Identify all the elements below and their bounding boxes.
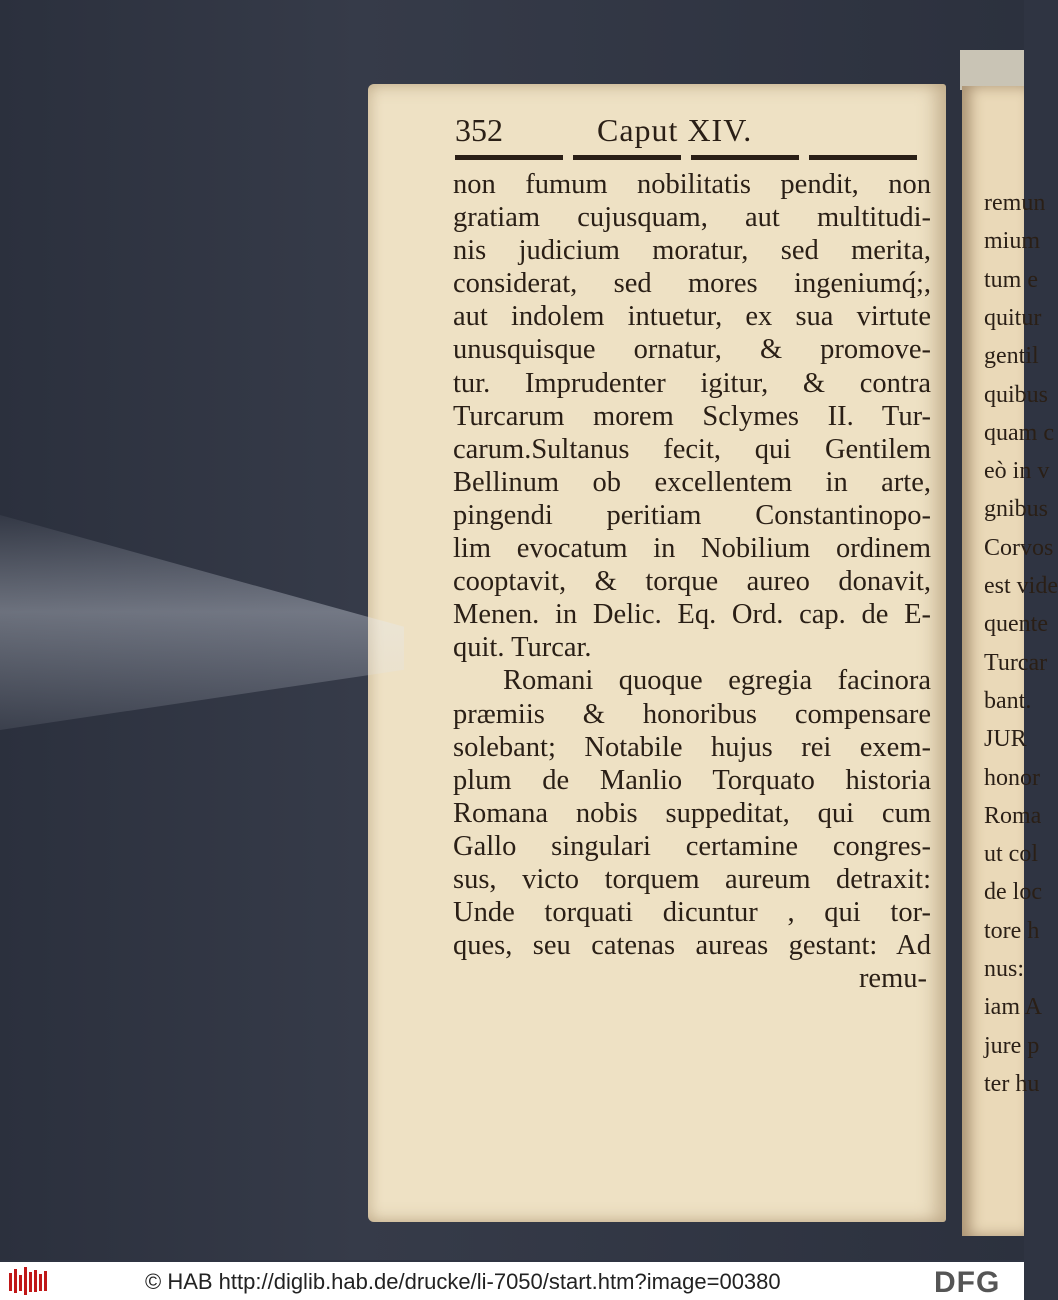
adjacent-page-line: gentil bbox=[984, 343, 1039, 370]
text-line: considerat, sed mores ingeniumq́;, bbox=[453, 268, 931, 300]
text-line: non fumum nobilitatis pendit, non bbox=[453, 169, 931, 200]
adjacent-page-line: gnibus bbox=[984, 496, 1049, 523]
adjacent-page-line: quibus bbox=[984, 381, 1049, 408]
dfg-logo: DFG bbox=[934, 1266, 1001, 1299]
text-line: pingendi peritiam Constantinopo- bbox=[453, 499, 931, 531]
text-line: plum de Manlio Torquato historia bbox=[453, 764, 931, 796]
catchword: remu- bbox=[858, 963, 927, 995]
text-line: ques, seu catenas aureas gestant: Ad bbox=[453, 930, 931, 962]
text-line: Bellinum ob excellentem in arte, bbox=[453, 466, 931, 498]
adjacent-page-line: mium bbox=[984, 228, 1041, 255]
adjacent-page-line: tum e bbox=[984, 266, 1038, 293]
adjacent-page-line: bant. bbox=[984, 687, 1032, 714]
footer-bar bbox=[0, 1262, 1024, 1300]
text-line: sus, victo torquem aureum detraxit: bbox=[453, 863, 931, 895]
hab-logo-icon bbox=[8, 1267, 48, 1295]
text-line: Romani quoque egregia facinora bbox=[503, 665, 931, 697]
chapter-title: Caput XIV. bbox=[597, 112, 753, 148]
adjacent-page-line: ter hu bbox=[984, 1070, 1040, 1097]
text-line: cooptavit, & torque aureo donavit, bbox=[453, 566, 931, 598]
text-line: solebant; Notabile hujus rei exem- bbox=[453, 731, 931, 763]
text-line: lim evocatum in Nobilium ordinem bbox=[453, 533, 931, 565]
background-paper-edge bbox=[960, 50, 1024, 90]
adjacent-page-line: de loc bbox=[984, 879, 1042, 906]
text-line: unusquisque ornatur, & promove- bbox=[453, 334, 931, 366]
adjacent-page-line: honor bbox=[984, 764, 1040, 791]
adjacent-page-line: eò in v bbox=[984, 458, 1050, 485]
copyright-link[interactable]: © HAB http://diglib.hab.de/drucke/li-7050/start.htm?image=00380 bbox=[145, 1269, 781, 1294]
adjacent-page-line: quitur bbox=[984, 304, 1042, 331]
text-line: Turcarum morem Sclymes II. Tur- bbox=[453, 400, 931, 432]
adjacent-page-line: est vide bbox=[984, 573, 1058, 599]
text-line: Gallo singulari certamine congres- bbox=[453, 830, 931, 862]
adjacent-page-line: jure p bbox=[984, 1032, 1040, 1059]
text-line: gratiam cujusquam, aut multitudi- bbox=[453, 202, 931, 234]
adjacent-page-line: Roma bbox=[984, 802, 1042, 829]
text-line: quit. Turcar. bbox=[453, 632, 592, 664]
adjacent-page-line: Turcar bbox=[984, 649, 1048, 676]
adjacent-page-line: quam c bbox=[984, 419, 1054, 446]
text-line: Menen. in Delic. Eq. Ord. cap. de E- bbox=[453, 599, 931, 631]
adjacent-page-line: ut col bbox=[984, 841, 1038, 868]
adjacent-page-line: JUR bbox=[984, 726, 1027, 753]
text-line: præmiis & honoribus compensare bbox=[453, 698, 931, 730]
text-line: Romana nobis suppeditat, qui cum bbox=[453, 797, 931, 829]
text-line: aut indolem intuetur, ex sua virtute bbox=[453, 301, 931, 333]
adjacent-page-line: iam A bbox=[984, 994, 1042, 1021]
adjacent-page-line: Corvos bbox=[984, 534, 1054, 561]
text-line: nis judicium moratur, sed merita, bbox=[453, 235, 931, 267]
adjacent-page bbox=[962, 86, 1058, 1236]
text-line: Unde torquati dicuntur , qui tor- bbox=[453, 897, 931, 929]
adjacent-page-line: quente bbox=[984, 611, 1048, 638]
adjacent-page-line: tore h bbox=[984, 917, 1040, 944]
page-header bbox=[455, 110, 925, 150]
page-number: 352 bbox=[455, 112, 503, 148]
adjacent-page-line: remun bbox=[984, 190, 1046, 216]
text-line: carum.Sultanus fecit, qui Gentilem bbox=[453, 433, 931, 465]
adjacent-page-line: nus: bbox=[984, 956, 1025, 982]
text-line: tur. Imprudenter igitur, & contra bbox=[453, 367, 931, 399]
body-text bbox=[453, 168, 931, 995]
header-rule bbox=[455, 155, 923, 160]
